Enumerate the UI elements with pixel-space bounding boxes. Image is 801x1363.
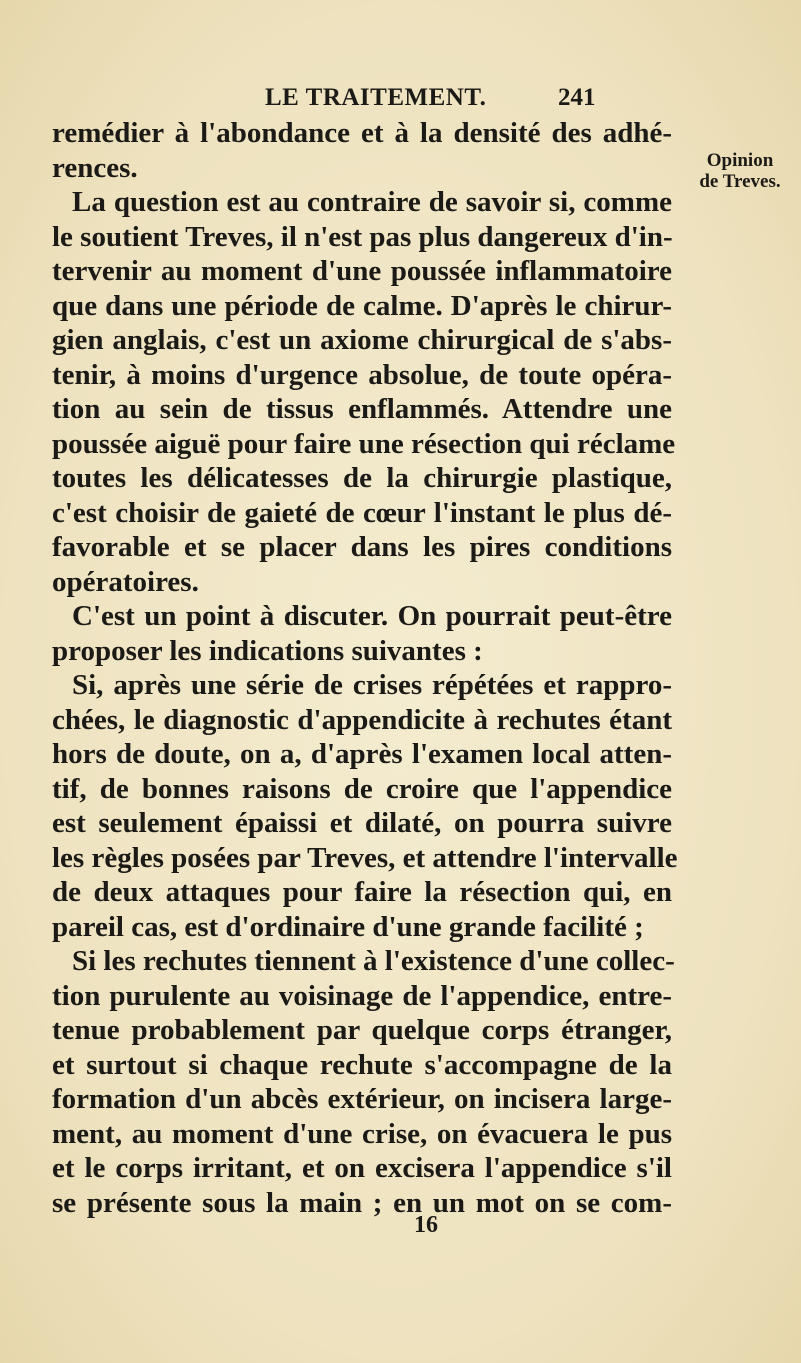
text-line: tenir, à moins d'urgence absolue, de toute opéra- [52,358,672,391]
text-line: rences. [52,151,138,184]
text-line: c'est choisir de gaieté de cœur l'instant le plus dé- [52,496,672,529]
text-line: ment, au moment d'une crise, on évacuera le pus [52,1117,672,1150]
text-line: est seulement épaissi et dilaté, on pourra suivre [52,807,672,839]
margin-note [685,150,795,192]
text-line: favorable et se placer dans les pires conditions [52,531,672,563]
text-line: toutes les délicatesses de la chirurgie plastique, [52,462,672,494]
text-line: se présente sous la main ; en un mot on se com- [52,1186,672,1219]
text-line: tenue probablement par quelque corps étranger, [52,1014,672,1046]
running-title: LE TRAITEMENT. [265,84,487,111]
text-line: pareil cas, est d'ordinaire d'une grande facilité ; [52,910,644,943]
text-line: C'est un point à discuter. On pourrait peut-être [72,600,672,632]
page-number: 241 [558,84,596,111]
text-line: gien anglais, c'est un axiome chirurgical de s'abs- [52,324,672,356]
text-line: et surtout si chaque rechute s'accompagne de la [52,1048,672,1081]
margin-note-line: de Treves. [699,171,781,192]
text-line: poussée aiguë pour faire une résection qui réclame [52,427,676,460]
text-line: les règles posées par Treves, et attendre l'intervalle [52,841,678,874]
text-line: de deux attaques pour faire la résection qui, en [52,876,672,908]
text-line: Si les rechutes tiennent à l'existence d'une collec- [72,945,675,977]
text-line: opératoires. [52,565,199,598]
text-line: que dans une période de calme. D'après le chirur- [52,289,672,322]
signature-mark: 16 [414,1212,438,1238]
text-line: remédier à l'abondance et à la densité des adhé- [52,117,672,149]
text-line: Si, après une série de crises répétées et rappro- [72,669,672,701]
text-line: tion purulente au voisinage de l'appendice, entre- [52,979,672,1012]
text-line: chées, le diagnostic d'appendicite à rechutes étant [52,703,672,736]
text-line: hors de doute, on a, d'après l'examen local atten- [52,738,672,770]
body-text [52,116,678,1220]
text-line: formation d'un abcès extérieur, on incisera large- [52,1083,672,1115]
text-line: proposer les indications suivantes : [52,634,483,667]
text-line: tif, de bonnes raisons de croire que l'appendice [52,772,672,805]
margin-note-line: Opinion [706,150,774,171]
text-line: le soutient Treves, il n'est pas plus dangereux d'in- [52,220,673,253]
text-line: tion au sein de tissus enflammés. Attendre une [52,393,672,425]
text-line: La question est au contraire de savoir si, comme [72,186,672,218]
text-line: et le corps irritant, et on excisera l'appendice s'il [52,1152,672,1184]
text-line: tervenir au moment d'une poussée inflammatoire [52,255,672,287]
